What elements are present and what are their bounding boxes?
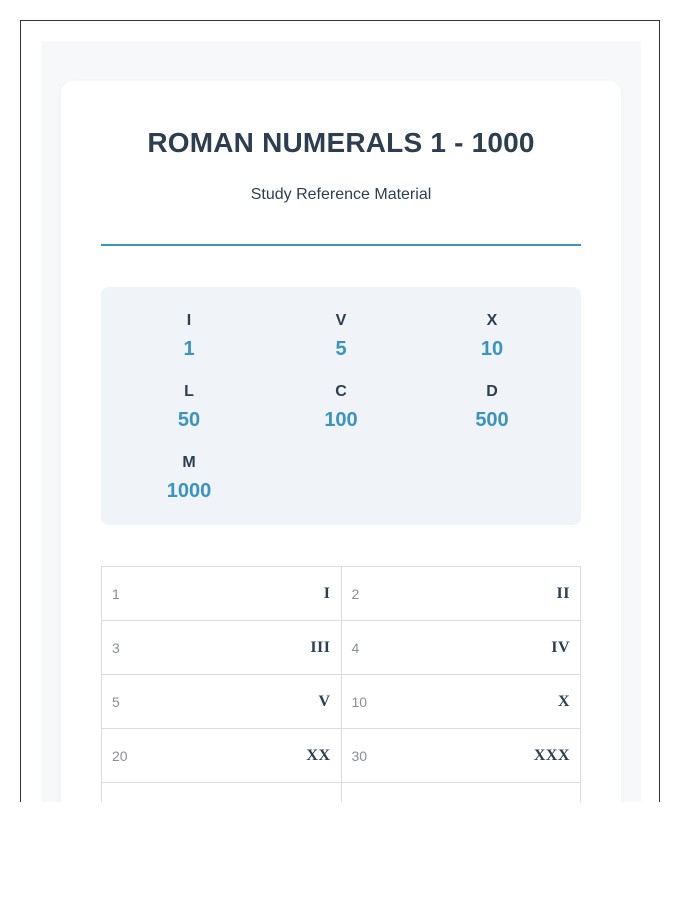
table-row — [102, 729, 581, 783]
cell-roman: X — [557, 693, 570, 710]
page-subtitle: Study Reference Material — [250, 186, 432, 203]
cell-roman: IV — [551, 639, 570, 656]
cell-roman: I — [323, 585, 331, 602]
symbol-cell-v — [271, 311, 411, 361]
table-cell — [102, 621, 342, 675]
symbol-value: 5 — [335, 338, 347, 360]
symbol-letter: C — [335, 383, 347, 400]
table-cell — [342, 729, 582, 783]
numerals-table — [101, 566, 581, 802]
title-divider — [101, 244, 581, 246]
cell-roman: III — [310, 639, 331, 656]
table-row — [102, 675, 581, 729]
cell-number: 5 — [112, 694, 120, 710]
cell-roman: II — [556, 585, 570, 602]
symbol-cell-i — [119, 311, 259, 361]
table-cell — [342, 621, 582, 675]
cell-number: 2 — [351, 586, 360, 602]
symbol-cell-d — [422, 382, 562, 432]
table-cell — [102, 567, 342, 621]
reference-card — [61, 81, 621, 802]
symbol-value: 1000 — [166, 480, 212, 502]
symbol-value: 100 — [324, 409, 358, 431]
symbol-cell-m — [119, 453, 259, 503]
symbol-letter: X — [486, 312, 498, 329]
table-cell — [342, 783, 582, 802]
symbol-letter: D — [486, 383, 498, 400]
cell-roman: V — [318, 693, 331, 710]
symbol-cell-x — [422, 311, 562, 361]
symbol-value: 10 — [480, 338, 504, 360]
cell-number: 3 — [112, 640, 120, 656]
cell-roman: XXX — [533, 747, 570, 764]
cell-number: 30 — [351, 748, 368, 764]
cell-number: 1 — [112, 586, 120, 602]
symbols-panel — [101, 287, 581, 525]
page-title: ROMAN NUMERALS 1 - 1000 — [147, 127, 535, 158]
table-row — [102, 621, 581, 675]
symbol-value: 1 — [183, 338, 195, 360]
table-cell — [102, 675, 342, 729]
symbol-letter: V — [335, 312, 347, 329]
page-frame — [20, 20, 660, 802]
table-cell — [102, 783, 342, 802]
cell-number: 20 — [112, 748, 128, 764]
symbol-letter: L — [184, 383, 194, 400]
cell-number: 10 — [351, 694, 368, 710]
symbol-letter: I — [186, 312, 192, 329]
table-row — [102, 783, 581, 802]
table-cell — [342, 675, 582, 729]
table-cell — [102, 729, 342, 783]
symbol-value: 500 — [475, 409, 509, 431]
symbol-value: 50 — [177, 409, 201, 431]
page-backdrop — [41, 41, 641, 802]
cell-roman: XX — [306, 747, 331, 764]
table-row — [102, 567, 581, 621]
symbol-letter: M — [182, 454, 196, 471]
table-cell — [342, 567, 582, 621]
symbol-cell-l — [119, 382, 259, 432]
cell-number: 4 — [351, 640, 360, 656]
symbol-cell-c — [271, 382, 411, 432]
